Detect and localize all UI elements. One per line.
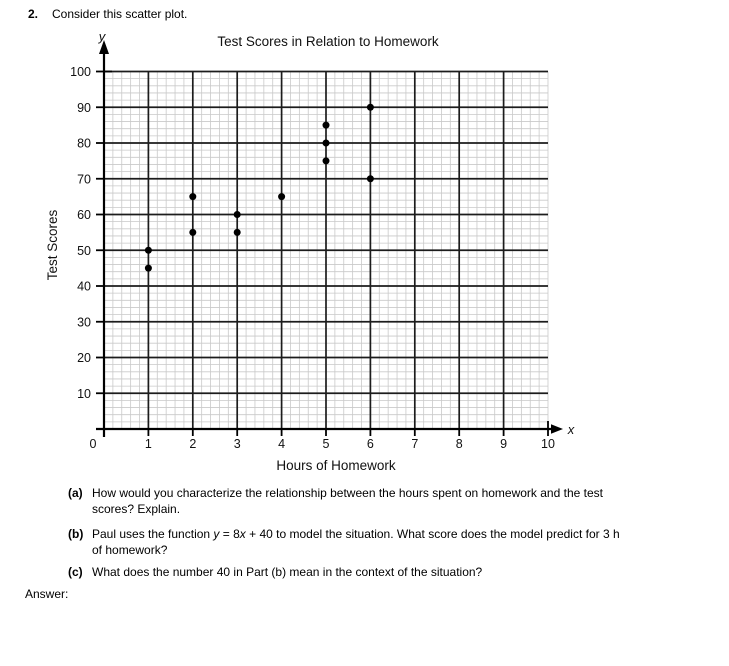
- x-tick-label: 10: [541, 437, 555, 451]
- x-axis-arrow: [551, 424, 563, 434]
- question-a-line2: scores? Explain.: [92, 501, 181, 516]
- y-tick-label: 20: [77, 351, 91, 365]
- y-tick-label: 10: [77, 386, 91, 401]
- x-axis-symbol: x: [567, 422, 575, 437]
- x-tick-label: 9: [500, 437, 508, 451]
- question-a-line1: How would you characterize the relationship between the hours spent on homework and the test: [92, 486, 603, 500]
- variable-y: y: [213, 527, 220, 541]
- y-tick-label: 60: [77, 208, 91, 222]
- question-c-label: (c): [68, 565, 83, 579]
- y-tick-label: 50: [77, 243, 91, 258]
- x-axis-title: Hours of Homework: [276, 458, 396, 473]
- data-point: [323, 140, 330, 147]
- y-tick-label: 100: [70, 65, 91, 79]
- problem-header: [28, 7, 187, 21]
- question-b-label: (b): [68, 527, 84, 541]
- x-tick-label: 0: [89, 437, 97, 451]
- question-a-label: (a): [68, 486, 83, 500]
- y-tick-label: 80: [77, 136, 91, 151]
- y-axis-symbol: y: [98, 29, 106, 44]
- data-point: [323, 122, 330, 129]
- chart-title: Test Scores in Relation to Homework: [217, 34, 439, 49]
- problem-number: 2.: [28, 7, 39, 21]
- question-b: [68, 527, 708, 558]
- question-b-line1: Paul uses the function y = 8x + 40 to model the situation. What score does the model predict for 3 h: [92, 527, 620, 541]
- x-tick-label: 6: [366, 437, 374, 451]
- x-tick-label: 8: [455, 437, 463, 451]
- y-tick-label: 30: [77, 315, 91, 330]
- y-tick-label: 70: [77, 172, 91, 187]
- question-a-text: [92, 486, 708, 517]
- data-point: [145, 265, 152, 272]
- question-b-line2: of homework?: [92, 542, 168, 557]
- y-tick-label: 40: [77, 279, 91, 294]
- question-c: [68, 565, 708, 581]
- x-tick-label: 5: [322, 437, 330, 451]
- x-tick-label: 7: [411, 437, 419, 451]
- y-tick-label: 90: [77, 100, 91, 115]
- data-point: [278, 193, 285, 200]
- data-point: [367, 104, 374, 111]
- variable-x: x: [239, 527, 246, 541]
- data-point: [234, 211, 241, 218]
- data-point: [234, 229, 241, 236]
- answer-label: Answer:: [25, 587, 69, 601]
- question-c-text: [92, 565, 708, 581]
- data-point: [189, 193, 196, 200]
- data-point: [367, 175, 374, 182]
- question-a: [68, 486, 708, 517]
- y-axis-title: Test Scores: [45, 209, 60, 281]
- question-c-line1: What does the number 40 in Part (b) mean in the context of the situation?: [92, 565, 483, 579]
- data-point: [145, 247, 152, 254]
- x-tick-label: 1: [144, 437, 152, 451]
- problem-prompt: Consider this scatter plot.: [52, 7, 188, 21]
- data-point: [189, 229, 196, 236]
- data-point: [323, 157, 330, 164]
- x-tick-label: 3: [233, 437, 241, 451]
- question-b-text: [92, 527, 708, 558]
- x-tick-label: 4: [278, 437, 286, 451]
- x-tick-label: 2: [189, 437, 197, 451]
